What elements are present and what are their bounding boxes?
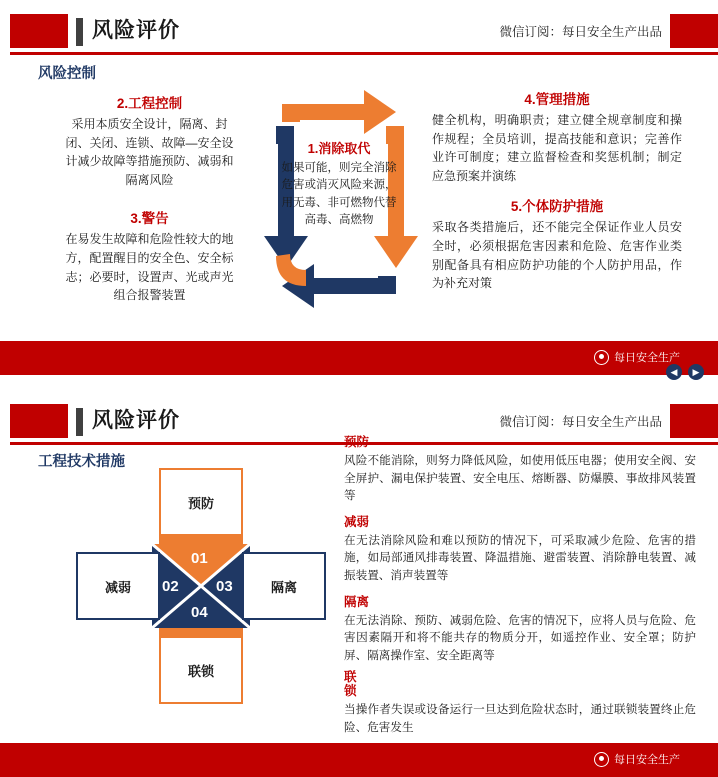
right-measures-column bbox=[432, 88, 682, 293]
cross-number-01: 01 bbox=[191, 550, 208, 567]
footer-brand bbox=[594, 349, 680, 365]
measure-body: 采用本质安全设计，隔离、封闭、关闭、连锁、故障—安全设计减少故障等措施预防、减弱和隔离风险 bbox=[65, 117, 234, 187]
measure-label: 2.工程控制 bbox=[116, 96, 183, 111]
nav-prev-button[interactable]: ◀ bbox=[666, 364, 682, 380]
cross-number-04: 04 bbox=[191, 604, 208, 621]
measure-body: 在易发生故障和危险性较大的地方，配置醒目的安全色、安全标志；必要时，设置声、光或声光组合报警装置 bbox=[65, 232, 234, 303]
page-title: 风险评价 bbox=[92, 19, 180, 42]
measure-engineering-control bbox=[62, 92, 237, 189]
measure-body: 如果可能，则完全消除危害或消灭风险来源，用无毒、非可燃物代替高毒、高燃物 bbox=[281, 162, 397, 226]
header-subscription-note: 微信订阅：每日安全生产出品 bbox=[499, 25, 662, 39]
page-title: 风险评价 bbox=[92, 409, 180, 432]
description-body: 在无法消除、预防、减弱危险、危害的情况下，应将人员与危险、危害因素隔开和将不能共存的物质分开，如遥控作业、安全罩；防护屏、隔离操作室、安全距离等 bbox=[344, 613, 696, 662]
cross-number-03: 03 bbox=[216, 578, 233, 595]
measure-body: 健全机构，明确职责；建立健全规章制度和操作规程；全员培训，提高技能和意识；完善作业许可制度；建立监督检查和奖惩机制；制定应急预案并演练 bbox=[432, 113, 682, 183]
footer-brand-label: 每日安全生产 bbox=[614, 754, 680, 766]
slide1-subtitle: 风险控制 bbox=[38, 66, 96, 82]
cross-box-isolation: 隔离 bbox=[242, 552, 326, 620]
header-accent-bar bbox=[76, 408, 83, 436]
description-title: 减弱 bbox=[344, 514, 370, 529]
left-measures-column bbox=[62, 92, 237, 305]
header-red-block-right bbox=[670, 14, 718, 48]
measure-ppe bbox=[432, 195, 682, 292]
description-body: 当操作者失误或设备运行一旦达到危险状态时，通过联锁装置终止危险、危害发生 bbox=[344, 702, 696, 734]
description-prevention bbox=[344, 432, 696, 505]
header-subscription-note: 微信订阅：每日安全生产出品 bbox=[499, 415, 662, 429]
slide1-footer bbox=[0, 341, 718, 375]
cross-center-numbers bbox=[152, 544, 250, 628]
description-isolation bbox=[344, 592, 696, 665]
measure-label: 4.管理措施 bbox=[524, 92, 590, 107]
description-title: 预防 bbox=[344, 435, 370, 449]
description-title: 联锁 bbox=[344, 670, 357, 699]
cycle-center-text bbox=[280, 138, 398, 229]
footer-brand-label: 每日安全生产 bbox=[614, 352, 680, 364]
cycle-diagram bbox=[236, 86, 441, 311]
slide-risk-control bbox=[0, 0, 718, 385]
slide2-footer bbox=[0, 743, 718, 777]
header-divider bbox=[10, 52, 718, 55]
description-weaken bbox=[344, 512, 696, 585]
footer-brand bbox=[594, 751, 680, 767]
cross-diagram bbox=[76, 468, 326, 716]
slide2-subtitle: 工程技术措施 bbox=[38, 454, 125, 470]
measure-body: 采取各类措施后，还不能完全保证作业人员安全时，必须根据危害因素和危险、危害作业类别配备具有相应防护功能的个人防护用品，作为补充对策 bbox=[432, 220, 682, 291]
description-body: 在无法消除风险和难以预防的情况下，可采取减少危险、危害的措施，如局部通风排毒装置、降温措施、避雷装置、消除静电装置、减振装置、消声装置等 bbox=[344, 533, 696, 583]
description-body: 风险不能消除，则努力降低风险，如使用低压电器；使用安全阀、安全屏护、漏电保护装置、安全电压、熔断器、防爆膜、事故排风装置等 bbox=[344, 454, 696, 503]
nav-next-button[interactable]: ▶ bbox=[688, 364, 704, 380]
cross-box-interlock: 联锁 bbox=[159, 636, 243, 704]
description-interlock bbox=[344, 671, 696, 736]
cross-box-weaken: 减弱 bbox=[76, 552, 160, 620]
slide1-header bbox=[0, 0, 718, 60]
slide-navigation[interactable] bbox=[666, 364, 704, 380]
wechat-icon bbox=[594, 350, 609, 365]
measure-label: 3.警告 bbox=[130, 211, 169, 227]
header-accent-bar bbox=[76, 18, 83, 46]
measure-label: 5.个体防护措施 bbox=[510, 199, 604, 215]
slide-engineering-measures bbox=[0, 390, 718, 777]
measures-description-list bbox=[344, 432, 696, 743]
measure-warning bbox=[62, 207, 237, 304]
measure-label: 1.消除取代 bbox=[307, 141, 371, 156]
description-title: 隔离 bbox=[344, 594, 370, 609]
header-red-block-left bbox=[10, 14, 68, 48]
wechat-icon bbox=[594, 752, 609, 767]
cross-box-prevention: 预防 bbox=[159, 468, 243, 536]
measure-management bbox=[432, 88, 682, 185]
header-red-block-left bbox=[10, 404, 68, 438]
cross-number-02: 02 bbox=[162, 578, 179, 595]
